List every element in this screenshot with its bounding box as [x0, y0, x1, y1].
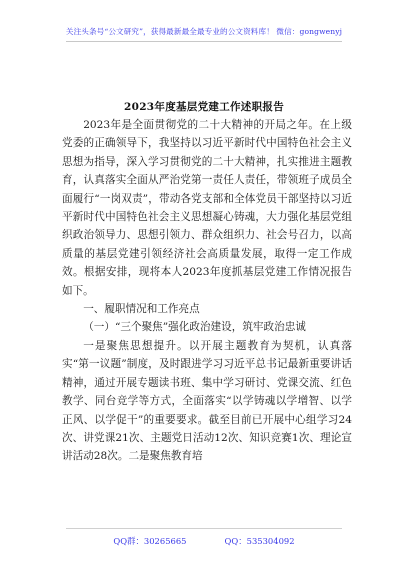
footer-qq: QQ：535304092	[224, 536, 295, 546]
document-title: 2023年度基层党建工作述职报告	[123, 101, 285, 113]
footer-qq-group: QQ群：30265665	[113, 536, 187, 546]
footer-divider	[66, 528, 342, 529]
intro-paragraph: 2023年是全面贯彻党的二十大精神的开局之年。在上级党委的正确领导下，我坚持以习近平新时代中国特色社会主义思想为指导，深入学习贯彻党的二十大精神，扎实推进主题教育，认真落实全面从严治党第一责任人责任，带领班子成员全面履行“一岗双责”，带动各党支部和全体党员干部坚持以习近平新时代中国特色社会主义思想凝心铸魂，大力强化基层党组织政治领导力、思想引领力、群众组织力、社会号召力，以高质量的基层党建引领经济社会高质量发展，取得一定工作成效。根据安排，现将本人2023年度抓基层党建工作情况报告如下。	[62, 119, 352, 297]
header-banner: 关注头条号“公文研究”，获得最新最全最专业的公文资料库！ 微信：gongwenyj	[65, 27, 343, 36]
subsection-heading: （一）“三个聚焦”强化政治建设，筑牢政治忠诚	[83, 321, 306, 334]
section-heading: 一、履职情况和工作亮点	[83, 303, 200, 316]
body-paragraph: 一是聚焦思想提升。以开展主题教育为契机，认真落实“第一议题”制度，及时跟进学习习近平总书记最新重要讲话精神，通过开展专题读书班、集中学习研讨、党课交流、红色教学、同台竞学等方式，全面落实“以学铸魂以学增智、以学正风、以学促干”的重要要求。截至目前已开展中心组学习24次、讲党课21次、主题党日活动12次、知识竞赛1次、理论宣讲活动28次。二是聚焦教育培	[62, 339, 352, 463]
header-divider	[66, 41, 342, 42]
document-body	[62, 116, 352, 466]
footer-contact	[0, 535, 408, 547]
